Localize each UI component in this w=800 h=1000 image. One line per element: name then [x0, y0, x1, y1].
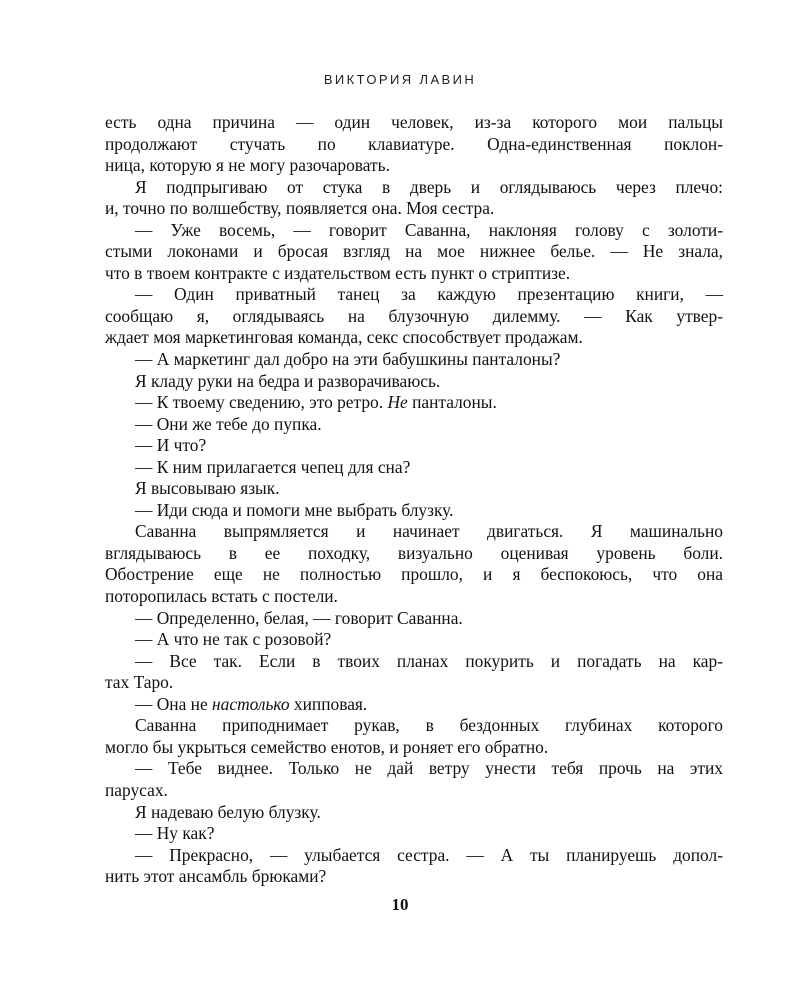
- text-line: — А что не так с розовой?: [135, 629, 332, 650]
- text-line: тах Таро.: [105, 672, 174, 693]
- text-line: [105, 694, 723, 716]
- text-line: Саванна приподнимает рукав, в бездонных глубинах которого: [135, 715, 723, 736]
- text-line: нить этот ансамбль брюками?: [105, 866, 327, 887]
- text-line: парусах.: [105, 779, 168, 800]
- text-line: Обострение еще не полностью прошло, и я беспокоюсь, что она: [105, 564, 723, 585]
- page-number: 10: [391, 895, 409, 914]
- body-text: [105, 112, 723, 888]
- text-line: вглядываюсь в ее походку, визуально оценивая уровень боли.: [105, 542, 723, 563]
- text-line: Я кладу руки на бедра и разворачиваюсь.: [135, 370, 441, 391]
- text-run: — К твоему сведению, это ретро.: [135, 392, 388, 413]
- text-line: ждает моя маркетинговая команда, секс способствует продажам.: [105, 327, 583, 348]
- text-line: — Ну как?: [135, 823, 215, 844]
- text-line: — Все так. Если в твоих планах покурить и погадать на кар-: [135, 650, 723, 671]
- running-head: ВИКТОРИЯ ЛАВИН: [323, 72, 477, 87]
- text-run: — Она не: [135, 693, 213, 714]
- text-line: могло бы укрыться семейство енотов, и роняет его обратно.: [105, 736, 549, 757]
- text-line: продолжают стучать по клавиатуре. Одна-единственная поклон-: [105, 133, 723, 154]
- text-line: и, точно по волшебству, появляется она. Моя сестра.: [105, 198, 495, 219]
- text-line: — К ним прилагается чепец для сна?: [135, 456, 411, 477]
- text-line: что в твоем контракте с издательством есть пункт о стриптизе.: [105, 262, 571, 283]
- text-line: [105, 392, 723, 414]
- text-line: — Иди сюда и помоги мне выбрать блузку.: [135, 499, 454, 520]
- text-line: — Уже восемь, — говорит Саванна, наклоняя голову с золоти-: [135, 219, 723, 240]
- text-line: Я надеваю белую блузку.: [135, 801, 321, 822]
- text-line: — Прекрасно, — улыбается сестра. — А ты планируешь допол-: [135, 844, 723, 865]
- text-line: — Определенно, белая, — говорит Саванна.: [135, 607, 463, 628]
- text-line: Я подпрыгиваю от стука в дверь и оглядываюсь через плечо:: [135, 176, 723, 197]
- text-line: ница, которую я не могу разочаровать.: [105, 155, 390, 176]
- text-line: поторопилась встать с постели.: [105, 586, 338, 607]
- emphasis-text: настолько: [212, 693, 290, 714]
- text-line: — Один приватный танец за каждую презентацию книги, —: [135, 284, 723, 305]
- text-run: хипповая.: [289, 693, 368, 714]
- text-line: стыми локонами и бросая взгляд на мое нижнее белье. — Не знала,: [105, 241, 723, 262]
- text-line: Я высовываю язык.: [135, 478, 280, 499]
- text-line: Саванна выпрямляется и начинает двигаться. Я машинально: [135, 521, 723, 542]
- text-line: — Они же тебе до пупка.: [135, 413, 322, 434]
- text-line: — Тебе виднее. Только не дай ветру унести тебя прочь на этих: [135, 758, 723, 779]
- text-line: есть одна причина — один человек, из-за которого мои пальцы: [105, 112, 723, 132]
- text-line: — И что?: [135, 435, 207, 456]
- text-run: панталоны.: [407, 392, 497, 413]
- text-line: — А маркетинг дал добро на эти бабушкины панталоны?: [135, 349, 561, 370]
- text-line: сообщаю я, оглядываясь на блузочную дилемму. — Как утвер-: [105, 305, 723, 326]
- emphasis-text: Не: [387, 392, 408, 413]
